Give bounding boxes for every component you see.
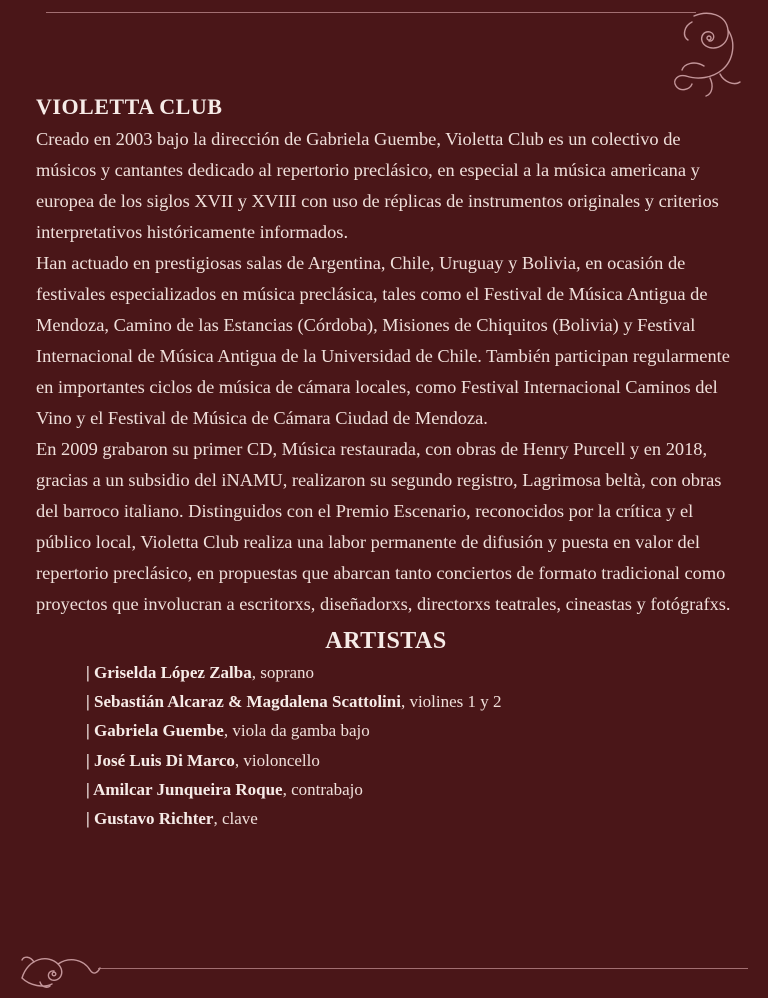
list-item: | Amilcar Junqueira Roque, contrabajo <box>86 779 363 799</box>
artist-name: José Luis Di Marco <box>94 750 235 770</box>
artist-list <box>36 658 736 833</box>
artist-role: , clave <box>213 809 258 829</box>
artist-name: Gustavo Richter <box>94 809 214 829</box>
list-item: | Sebastián Alcaraz & Magdalena Scattolini, violines 1 y 2 <box>86 692 502 712</box>
artist-role: , viola da gamba bajo <box>223 721 370 741</box>
list-item: | Griselda López Zalba, soprano <box>86 663 315 682</box>
list-item: | José Luis Di Marco, violoncello <box>86 750 320 770</box>
artists-title: ARTISTAS <box>325 628 447 654</box>
artist-role: , violines 1 y 2 <box>400 692 502 712</box>
list-item: | Gustavo Richter, clave <box>86 809 258 829</box>
artist-role: , soprano <box>251 663 315 682</box>
artist-role: , violoncello <box>234 750 320 770</box>
artist-name: Griselda López Zalba <box>94 663 252 682</box>
recordings-paragraph: En 2009 grabaron su primer CD, Música restaurada, con obras de Henry Purcell y en 2018, gracias a un subsidio del iNAMU, realizaron su segundo registro, Lagrimosa beltà, con obras del barroco italiano. Distinguidos con el Premio Escenario, reconocidos por la crítica y el público local, Violetta Club realiza una labor permanente de difusión y puesta en valor del repertorio preclásico, en propuestas que abarcan tanto conciertos de formato tradicional como proyectos que involucran a escritorxs, diseñadorxs, directorxs teatrales, cineastas y fotógrafxs. <box>36 439 731 614</box>
artist-name: Sebastián Alcaraz & Magdalena Scattolini <box>94 692 401 712</box>
club-title: VIOLETTA CLUB <box>36 94 223 119</box>
flourish-ornament-icon <box>664 8 744 98</box>
performances-paragraph: Han actuado en prestigiosas salas de Argentina, Chile, Uruguay y Bolivia, en ocasión de festivales especializados en música preclásica, tales como el Festival de Música Antigua de Mendoza, Camino de las Estancias (Córdoba), Misiones de Chiquitos (Bolivia) y Festival Internacional de Música Antigua de la Universidad de Chile. También participan regularmente en importantes ciclos de música de cámara locales, como Festival Internacional Caminos del Vino y el Festival de Música de Cámara Ciudad de Mendoza. <box>36 253 730 428</box>
corner-flourish-icon <box>18 948 102 990</box>
main-content <box>36 92 736 833</box>
intro-paragraph: Creado en 2003 bajo la dirección de Gabriela Guembe, Violetta Club es un colectivo de músicos y cantantes dedicado al repertorio preclásico, en especial a la música americana y europea de los siglos XVII y XVIII con uso de réplicas de instrumentos originales y criterios interpretativos históricamente informados. <box>36 129 719 242</box>
artist-role: , contrabajo <box>282 779 363 799</box>
artist-name: Gabriela Guembe <box>94 721 224 741</box>
artist-name: Amilcar Junqueira Roque <box>93 779 283 799</box>
bottom-divider <box>98 968 748 969</box>
list-item: | Gabriela Guembe, viola da gamba bajo <box>86 721 370 741</box>
top-divider <box>46 12 696 13</box>
